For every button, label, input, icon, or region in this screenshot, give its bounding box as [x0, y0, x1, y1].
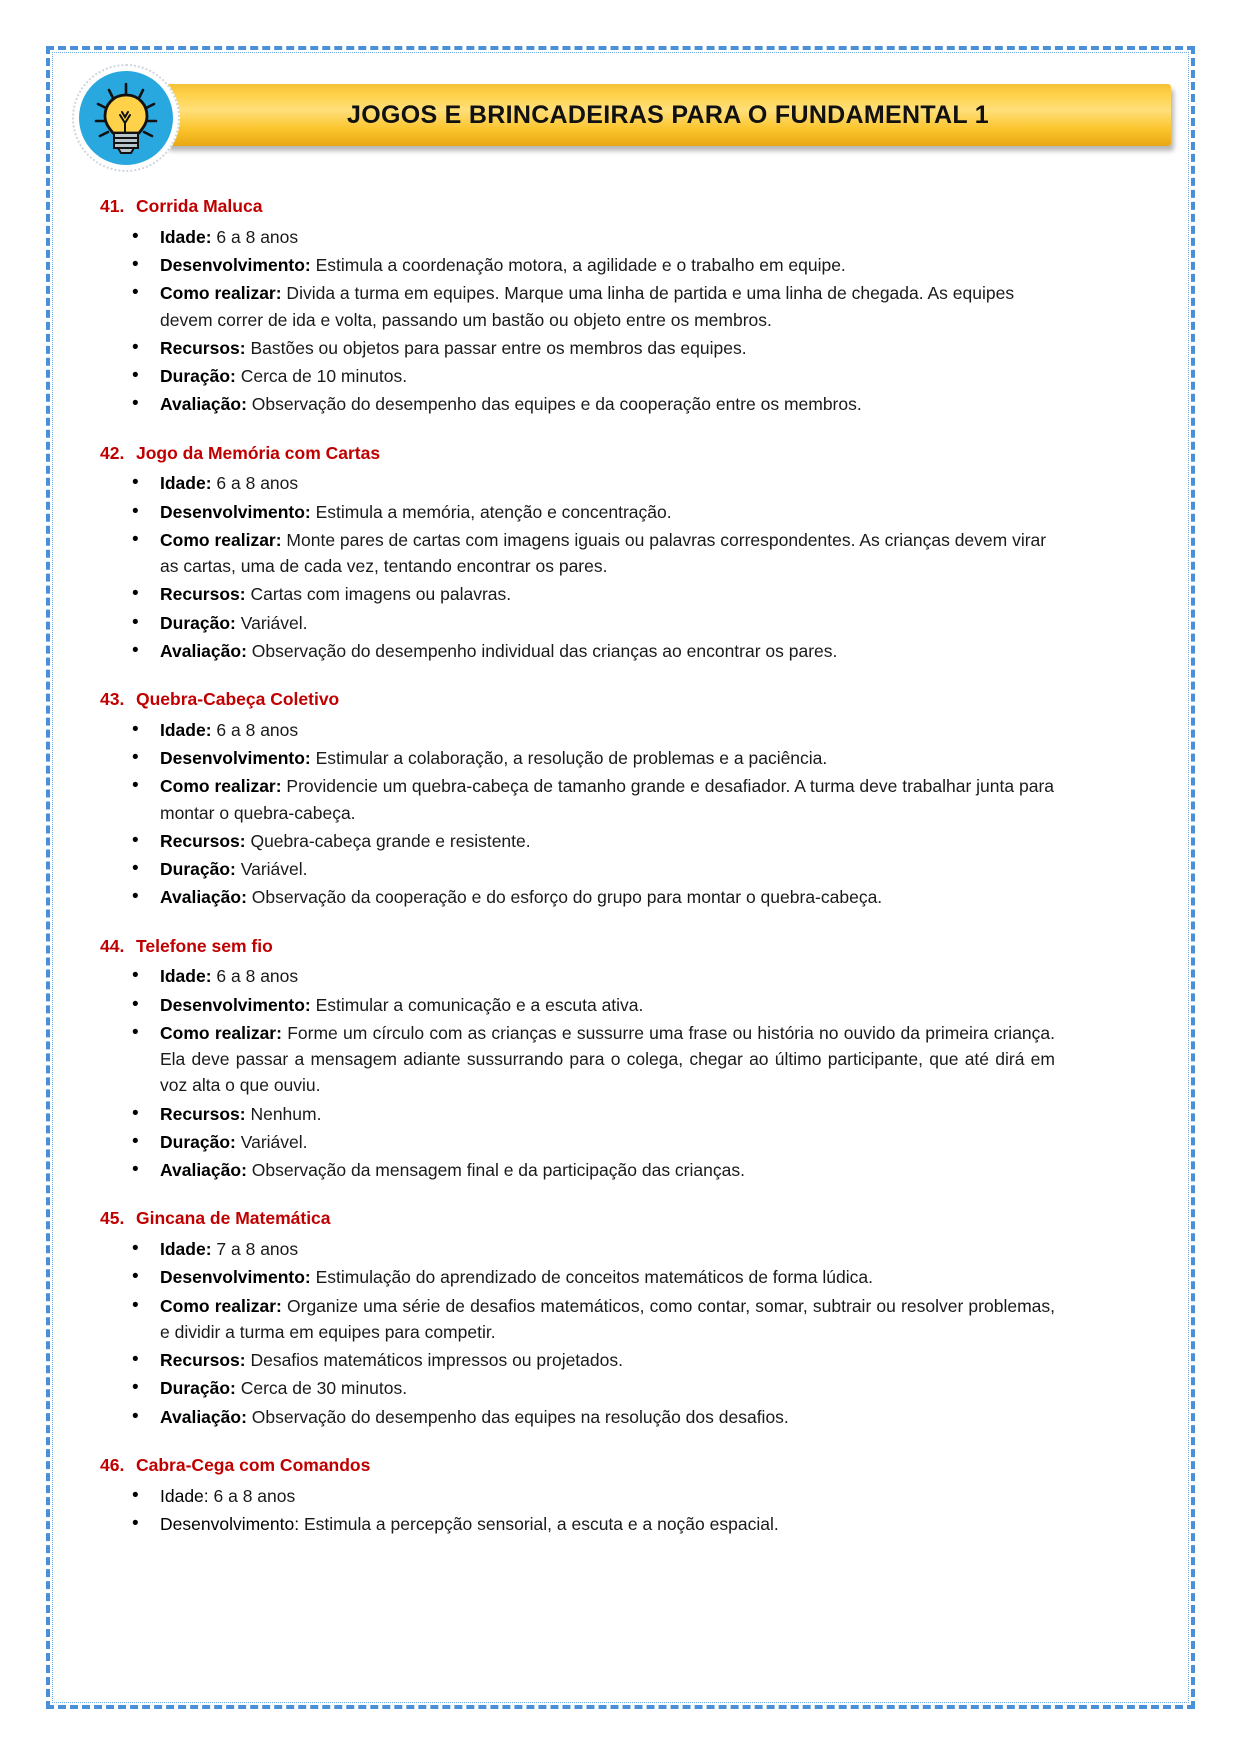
- bullet-text: Estimulação do aprendizado de conceitos matemáticos de forma lúdica.: [310, 1267, 873, 1288]
- activity-bullet: [100, 884, 1055, 910]
- bullet-text: Observação do desempenho individual das crianças ao encontrar os pares.: [246, 640, 838, 661]
- bullet-label: Desenvolvimento:: [160, 501, 311, 522]
- activity-bullet: [100, 224, 1055, 250]
- activity-bullet: [100, 963, 1055, 989]
- activity-title-text: Telefone sem fio: [136, 935, 273, 956]
- activity-bullet: [100, 1293, 1055, 1346]
- activity-bullet-list: [100, 717, 1055, 911]
- activity-bullet-list: [100, 1236, 1055, 1430]
- bullet-text: Quebra-cabeça grande e resistente.: [245, 830, 531, 851]
- activity-bullet: [100, 1347, 1055, 1373]
- bullet-label: Desenvolvimento:: [160, 1267, 311, 1288]
- activity-title-text: Cabra-Cega com Comandos: [136, 1454, 371, 1475]
- activity-number: 44.: [100, 935, 125, 956]
- bullet-text: Estimular a colaboração, a resolução de problemas e a paciência.: [310, 748, 828, 768]
- bullet-label: Avaliação:: [160, 1160, 247, 1180]
- bullet-label: Duração:: [160, 1378, 236, 1399]
- bullet-label: Duração:: [160, 1131, 236, 1152]
- activity-bullet: [100, 773, 1055, 826]
- activity-bullet-list: [100, 470, 1055, 664]
- bullet-text: Estimular a comunicação e a escuta ativa.: [310, 994, 644, 1015]
- bullet-text: Forme um círculo com as crianças e sussurre uma frase ou história no ouvido da primeira criança. Ela deve passar a mensagem adiante sussurrando para o colega, chegar ao último participante, que até dirá em voz alta o que ouviu.: [160, 1022, 1055, 1096]
- activity-bullet: [100, 828, 1055, 854]
- activity-bullet: [100, 1020, 1055, 1099]
- activity-section: [100, 442, 1055, 665]
- activity-bullet: [100, 1157, 1055, 1183]
- activity-title-text: Gincana de Matemática: [136, 1208, 331, 1229]
- bullet-label: Como realizar:: [160, 283, 282, 304]
- activity-bullet: [100, 1101, 1055, 1127]
- bullet-text: Bastões ou objetos para passar entre os membros das equipes.: [245, 337, 747, 358]
- bullet-text: 7 a 8 anos: [211, 1239, 299, 1259]
- activity-bullet: [100, 1511, 1055, 1537]
- activity-section: [100, 935, 1055, 1184]
- activity-bullet: [100, 499, 1055, 525]
- activity-bullet: [100, 638, 1055, 664]
- activity-bullet: [100, 252, 1055, 278]
- bullet-label: Recursos:: [160, 584, 246, 605]
- bullet-text: Providencie um quebra-cabeça de tamanho grande e desafiador. A turma deve trabalhar junta para montar o quebra-cabeça.: [160, 776, 1055, 823]
- bullet-text: 6 a 8 anos: [211, 226, 299, 247]
- bullet-text: Organize uma série de desafios matemáticos, como contar, somar, subtrair ou resolver problemas, e dividir a turma em equipes para competir.: [160, 1295, 1055, 1342]
- activity-section: [100, 688, 1055, 911]
- activity-section: [100, 1207, 1055, 1430]
- activity-heading: [100, 1207, 1055, 1230]
- bullet-text: Observação da mensagem final e da participação das crianças.: [246, 1160, 745, 1180]
- bullet-label: Idade:: [160, 226, 212, 247]
- bullet-text: 6 a 8 anos: [208, 1485, 296, 1506]
- activity-bullet-list: [100, 1483, 1055, 1538]
- bullet-text: Divida a turma em equipes. Marque uma linha de partida e uma linha de chegada. As equipes devem correr de ida e volta, passando um bastão ou objeto entre os membros.: [160, 283, 1015, 330]
- activity-number: 45.: [100, 1208, 125, 1229]
- activity-bullet: [100, 1129, 1055, 1155]
- bullet-label: Idade:: [160, 719, 212, 740]
- page-header: [70, 62, 1171, 172]
- bullet-label: Recursos:: [160, 830, 246, 851]
- bullet-label: Avaliação:: [160, 640, 247, 661]
- bullet-label: Duração:: [160, 859, 236, 879]
- bullet-label: Desenvolvimento:: [160, 748, 311, 768]
- activity-bullet: [100, 1404, 1055, 1430]
- activity-section: [100, 1454, 1055, 1537]
- bullet-label: Avaliação:: [160, 1406, 247, 1427]
- activity-bullet-list: [100, 963, 1055, 1183]
- bullet-text: 6 a 8 anos: [211, 966, 299, 987]
- activity-bullet: [100, 856, 1055, 882]
- activity-bullet-list: [100, 224, 1055, 418]
- bullet-label: Avaliação:: [160, 887, 247, 908]
- bullet-label: Desenvolvimento:: [160, 1513, 300, 1534]
- bullet-text: Cartas com imagens ou palavras.: [245, 584, 512, 605]
- activity-bullet: [100, 1264, 1055, 1290]
- activity-bullet: [100, 581, 1055, 607]
- bullet-text: Cerca de 10 minutos.: [235, 366, 408, 386]
- activity-number: 42.: [100, 442, 125, 463]
- activity-title-text: Quebra-Cabeça Coletivo: [136, 689, 340, 709]
- bullet-label: Idade:: [160, 1485, 209, 1506]
- bullet-text: Desafios matemáticos impressos ou projetados.: [245, 1350, 623, 1370]
- bullet-label: Duração:: [160, 366, 236, 386]
- bullet-label: Idade:: [160, 473, 212, 494]
- bullet-label: Idade:: [160, 966, 212, 987]
- activity-bullet: [100, 470, 1055, 496]
- bullet-label: Como realizar:: [160, 776, 282, 797]
- bullet-text: Estimula a percepção sensorial, a escuta e a noção espacial.: [299, 1513, 779, 1534]
- activity-bullet: [100, 280, 1055, 333]
- bullet-label: Como realizar:: [160, 529, 282, 550]
- bullet-label: Desenvolvimento:: [160, 994, 311, 1015]
- activity-bullet: [100, 363, 1055, 389]
- bullet-label: Idade:: [160, 1239, 212, 1259]
- bullet-text: Observação da cooperação e do esforço do grupo para montar o quebra-cabeça.: [246, 887, 883, 908]
- activity-title-text: Jogo da Memória com Cartas: [136, 442, 381, 463]
- activity-heading: [100, 935, 1055, 958]
- activity-bullet: [100, 1236, 1055, 1262]
- activity-heading: [100, 195, 1055, 218]
- activity-number: 43.: [100, 689, 125, 709]
- activity-bullet: [100, 335, 1055, 361]
- activity-number: 41.: [100, 196, 125, 216]
- activity-heading: [100, 688, 1055, 711]
- bullet-label: Duração:: [160, 612, 236, 633]
- bullet-text: Variável.: [235, 1131, 308, 1152]
- activities-list: [100, 195, 1055, 1539]
- header-banner: [165, 84, 1171, 146]
- bullet-text: Monte pares de cartas com imagens iguais ou palavras correspondentes. As crianças devem virar as cartas, uma de cada vez, tentando encontrar os pares.: [160, 529, 1047, 576]
- activity-heading: [100, 1454, 1055, 1477]
- bullet-text: Cerca de 30 minutos.: [235, 1378, 408, 1399]
- activity-heading: [100, 442, 1055, 465]
- bullet-text: Variável.: [235, 859, 308, 879]
- bullet-text: Estimula a memória, atenção e concentração.: [310, 501, 672, 522]
- activity-bullet: [100, 1375, 1055, 1401]
- bullet-label: Recursos:: [160, 1350, 246, 1370]
- bullet-label: Avaliação:: [160, 394, 247, 415]
- lightbulb-icon: [79, 71, 173, 165]
- bullet-label: Recursos:: [160, 1103, 246, 1124]
- activity-number: 46.: [100, 1454, 125, 1475]
- bullet-text: Observação do desempenho das equipes na resolução dos desafios.: [246, 1406, 789, 1427]
- logo: [70, 62, 182, 174]
- bullet-text: 6 a 8 anos: [211, 719, 299, 740]
- bullet-label: Como realizar:: [160, 1022, 282, 1043]
- activity-bullet: [100, 717, 1055, 743]
- page-title: JOGOS E BRINCADEIRAS PARA O FUNDAMENTAL 1: [347, 100, 989, 129]
- activity-title-text: Corrida Maluca: [136, 196, 263, 216]
- activity-bullet: [100, 745, 1055, 771]
- bullet-text: Variável.: [235, 612, 308, 633]
- bullet-label: Recursos:: [160, 337, 246, 358]
- bullet-text: Observação do desempenho das equipes e da cooperação entre os membros.: [246, 394, 862, 415]
- bullet-text: Nenhum.: [245, 1103, 322, 1124]
- activity-bullet: [100, 992, 1055, 1018]
- bullet-label: Como realizar:: [160, 1295, 282, 1316]
- activity-bullet: [100, 1483, 1055, 1509]
- activity-bullet: [100, 610, 1055, 636]
- activity-section: [100, 195, 1055, 418]
- activity-bullet: [100, 527, 1055, 580]
- bullet-text: 6 a 8 anos: [211, 473, 299, 494]
- activity-bullet: [100, 391, 1055, 417]
- bullet-text: Estimula a coordenação motora, a agilidade e o trabalho em equipe.: [310, 255, 846, 275]
- bullet-label: Desenvolvimento:: [160, 255, 311, 275]
